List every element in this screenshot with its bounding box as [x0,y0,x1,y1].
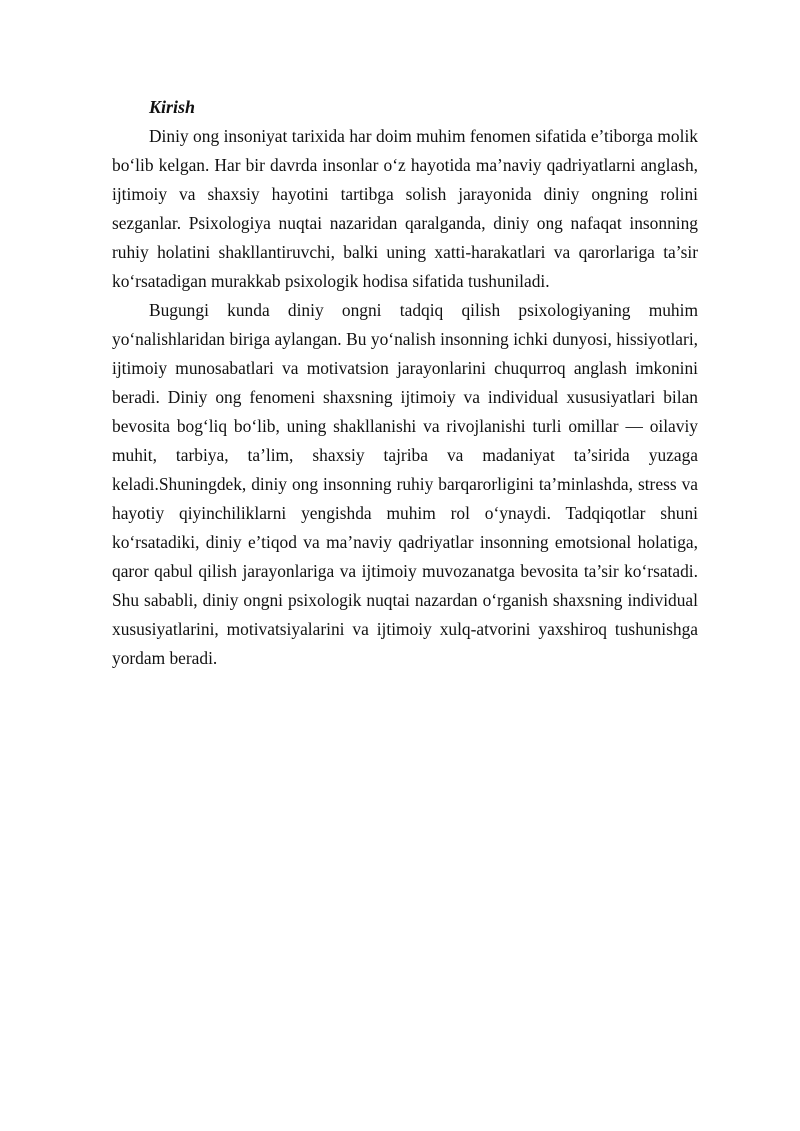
paragraph-intro: Diniy ong insoniyat tarixida har doim muhim fenomen sifatida e’tiborga molik bo‘lib kelgan. Har bir davrda insonlar o‘z hayotida ma’naviy qadriyatlarni anglash, ijtimoiy va shaxsiy hayotini tartibga solish jarayonida diniy ongning rolini sezganlar. Psixologiya nuqtai nazaridan qaralganda, diniy ong nafaqat insonning ruhiy holatini shakllantiruvchi, balki uning xatti-harakatlari va qarorlariga ta’sir ko‘rsatadigan murakkab psixologik hodisa sifatida tushuniladi. [112,126,698,291]
section-heading: Kirish [149,97,196,117]
paragraph-body: Bugungi kunda diniy ongni tadqiq qilish psixologiyaning muhim yo‘nalishlaridan biriga aylangan. Bu yo‘nalish insonning ichki dunyosi, hissiyotlari, ijtimoiy munosabatlari va motivatsion jarayonlarini chuqurroq anglash imkonini beradi. Diniy ong fenomeni shaxsning ijtimoiy va individual xususiyatlari bilan bevosita bog‘liq bo‘lib, uning shakllanishi va rivojlanishi turli omillar — oilaviy muhit, tarbiya, ta’lim, shaxsiy tajriba va madaniyat ta’sirida yuzaga keladi.Shuningdek, diniy ong insonning ruhiy barqarorligini ta’minlashda, stress va hayotiy qiyinchiliklarni yengishda muhim rol o‘ynaydi. Tadqiqotlar shuni ko‘rsatadiki, diniy e’tiqod va ma’naviy qadriyatlar insonning emotsional holatiga, qaror qabul qilish jarayonlariga va ijtimoiy muvozanatga bevosita ta’sir ko‘rsatadi. Shu sababli, diniy ongni psixologik nuqtai nazardan o‘rganish shaxsning individual xususiyatlarini, motivatsiyalarini va ijtimoiy xulq-atvorini yaxshiroq tushunishga yordam beradi. [112,300,698,668]
document-page [112,93,698,673]
